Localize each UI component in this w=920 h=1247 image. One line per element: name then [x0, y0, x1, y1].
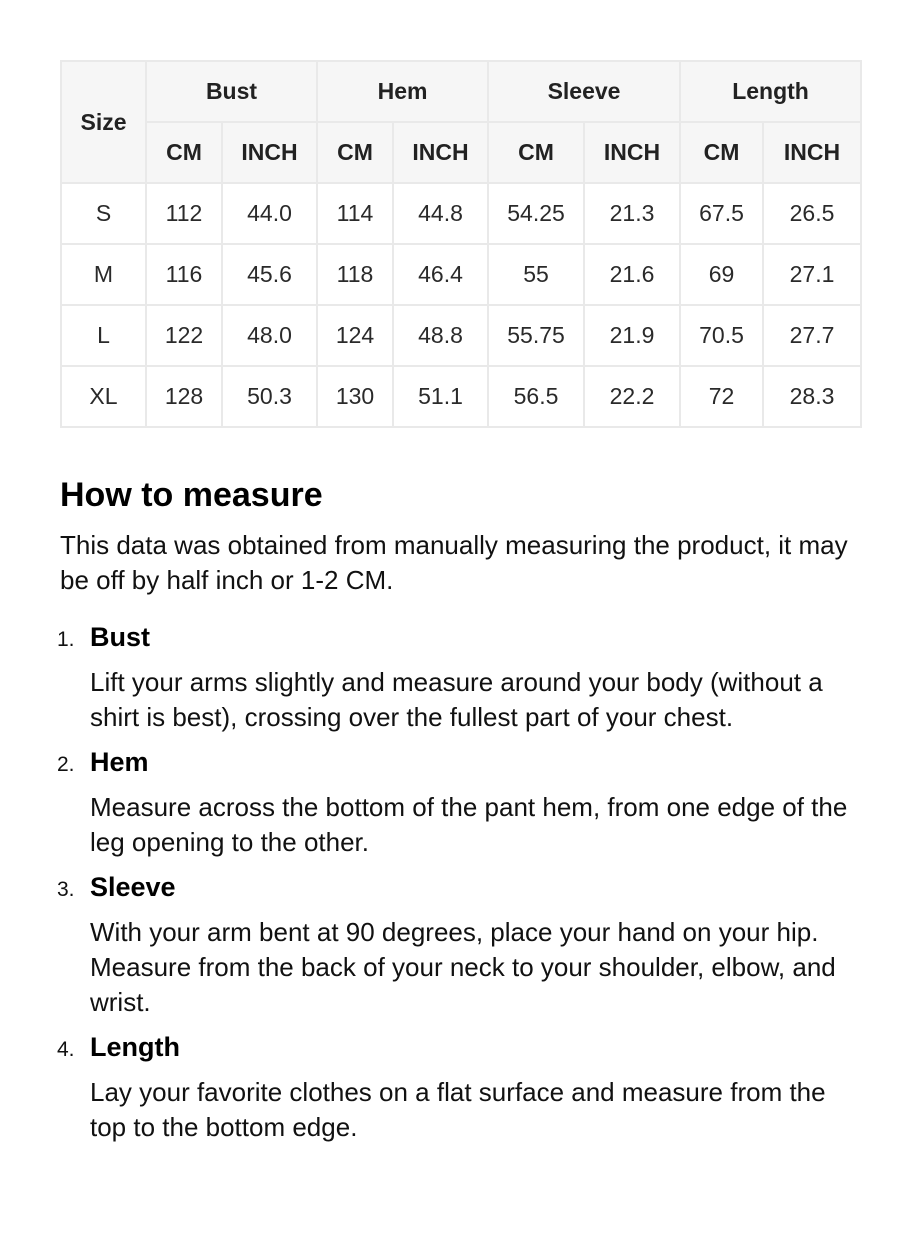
table-row	[61, 305, 861, 366]
size-cell: S	[61, 183, 146, 244]
step-number: 4.	[57, 1038, 75, 1061]
group-header-bust: Bust	[146, 61, 317, 122]
size-guide-page	[57, 60, 860, 1142]
list-item	[57, 870, 860, 1020]
table-cell: 45.6	[222, 244, 317, 305]
table-cell: 55.75	[488, 305, 584, 366]
group-header-sleeve: Sleeve	[488, 61, 680, 122]
unit-header: CM	[146, 122, 222, 183]
table-cell: 72	[680, 366, 763, 427]
table-cell: 22.2	[584, 366, 680, 427]
unit-header: CM	[317, 122, 393, 183]
step-title-sleeve: Sleeve	[90, 872, 176, 902]
table-cell: 122	[146, 305, 222, 366]
step-text-length: Lay your favorite clothes on a flat surface and measure from the top to the bottom edge.	[90, 1077, 826, 1142]
unit-header: INCH	[222, 122, 317, 183]
step-text-bust: Lift your arms slightly and measure around your body (without a shirt is best), crossing over the fullest part of your chest.	[90, 667, 823, 732]
table-header-row-units	[61, 122, 861, 183]
unit-header: CM	[488, 122, 584, 183]
table-cell: 26.5	[763, 183, 861, 244]
how-to-measure-title: How to measure	[60, 476, 323, 514]
table-cell: 56.5	[488, 366, 584, 427]
table-cell: 51.1	[393, 366, 488, 427]
group-header-hem: Hem	[317, 61, 488, 122]
step-number: 1.	[57, 628, 75, 651]
group-header-length: Length	[680, 61, 861, 122]
table-cell: 69	[680, 244, 763, 305]
table-cell: 114	[317, 183, 393, 244]
table-cell: 21.9	[584, 305, 680, 366]
table-cell: 128	[146, 366, 222, 427]
table-cell: 48.8	[393, 305, 488, 366]
table-cell: 112	[146, 183, 222, 244]
list-item	[57, 620, 860, 735]
table-row	[61, 244, 861, 305]
step-title-bust: Bust	[90, 622, 150, 652]
unit-header: INCH	[763, 122, 861, 183]
table-cell: 48.0	[222, 305, 317, 366]
step-number: 3.	[57, 878, 75, 901]
table-cell: 67.5	[680, 183, 763, 244]
table-cell: 116	[146, 244, 222, 305]
table-cell: 27.7	[763, 305, 861, 366]
table-cell: 54.25	[488, 183, 584, 244]
table-cell: 130	[317, 366, 393, 427]
table-row	[61, 183, 861, 244]
step-text-hem: Measure across the bottom of the pant hem, from one edge of the leg opening to the other.	[90, 792, 848, 857]
list-item	[57, 745, 860, 860]
table-cell: 28.3	[763, 366, 861, 427]
table-cell: 27.1	[763, 244, 861, 305]
measure-intro-text: This data was obtained from manually measuring the product, it may be off by half inch or 1-2 CM.	[60, 530, 848, 595]
table-cell: 21.3	[584, 183, 680, 244]
table-cell: 70.5	[680, 305, 763, 366]
table-cell: 21.6	[584, 244, 680, 305]
table-cell: 46.4	[393, 244, 488, 305]
step-text-sleeve: With your arm bent at 90 degrees, place your hand on your hip. Measure from the back of your neck to your shoulder, elbow, and wrist.	[90, 917, 836, 1017]
step-title-length: Length	[90, 1032, 180, 1062]
table-cell: 50.3	[222, 366, 317, 427]
size-cell: M	[61, 244, 146, 305]
table-cell: 44.0	[222, 183, 317, 244]
table-cell: 124	[317, 305, 393, 366]
step-number: 2.	[57, 753, 75, 776]
size-cell: L	[61, 305, 146, 366]
step-title-hem: Hem	[90, 747, 149, 777]
table-cell: 44.8	[393, 183, 488, 244]
list-item	[57, 1030, 860, 1145]
unit-header: CM	[680, 122, 763, 183]
size-cell: XL	[61, 366, 146, 427]
table-cell: 55	[488, 244, 584, 305]
table-header-row-groups	[61, 61, 861, 122]
size-chart-table	[60, 60, 862, 428]
measure-steps-list	[57, 620, 860, 1155]
table-cell: 118	[317, 244, 393, 305]
unit-header: INCH	[393, 122, 488, 183]
table-row	[61, 366, 861, 427]
size-column-header: Size	[61, 61, 146, 183]
unit-header: INCH	[584, 122, 680, 183]
